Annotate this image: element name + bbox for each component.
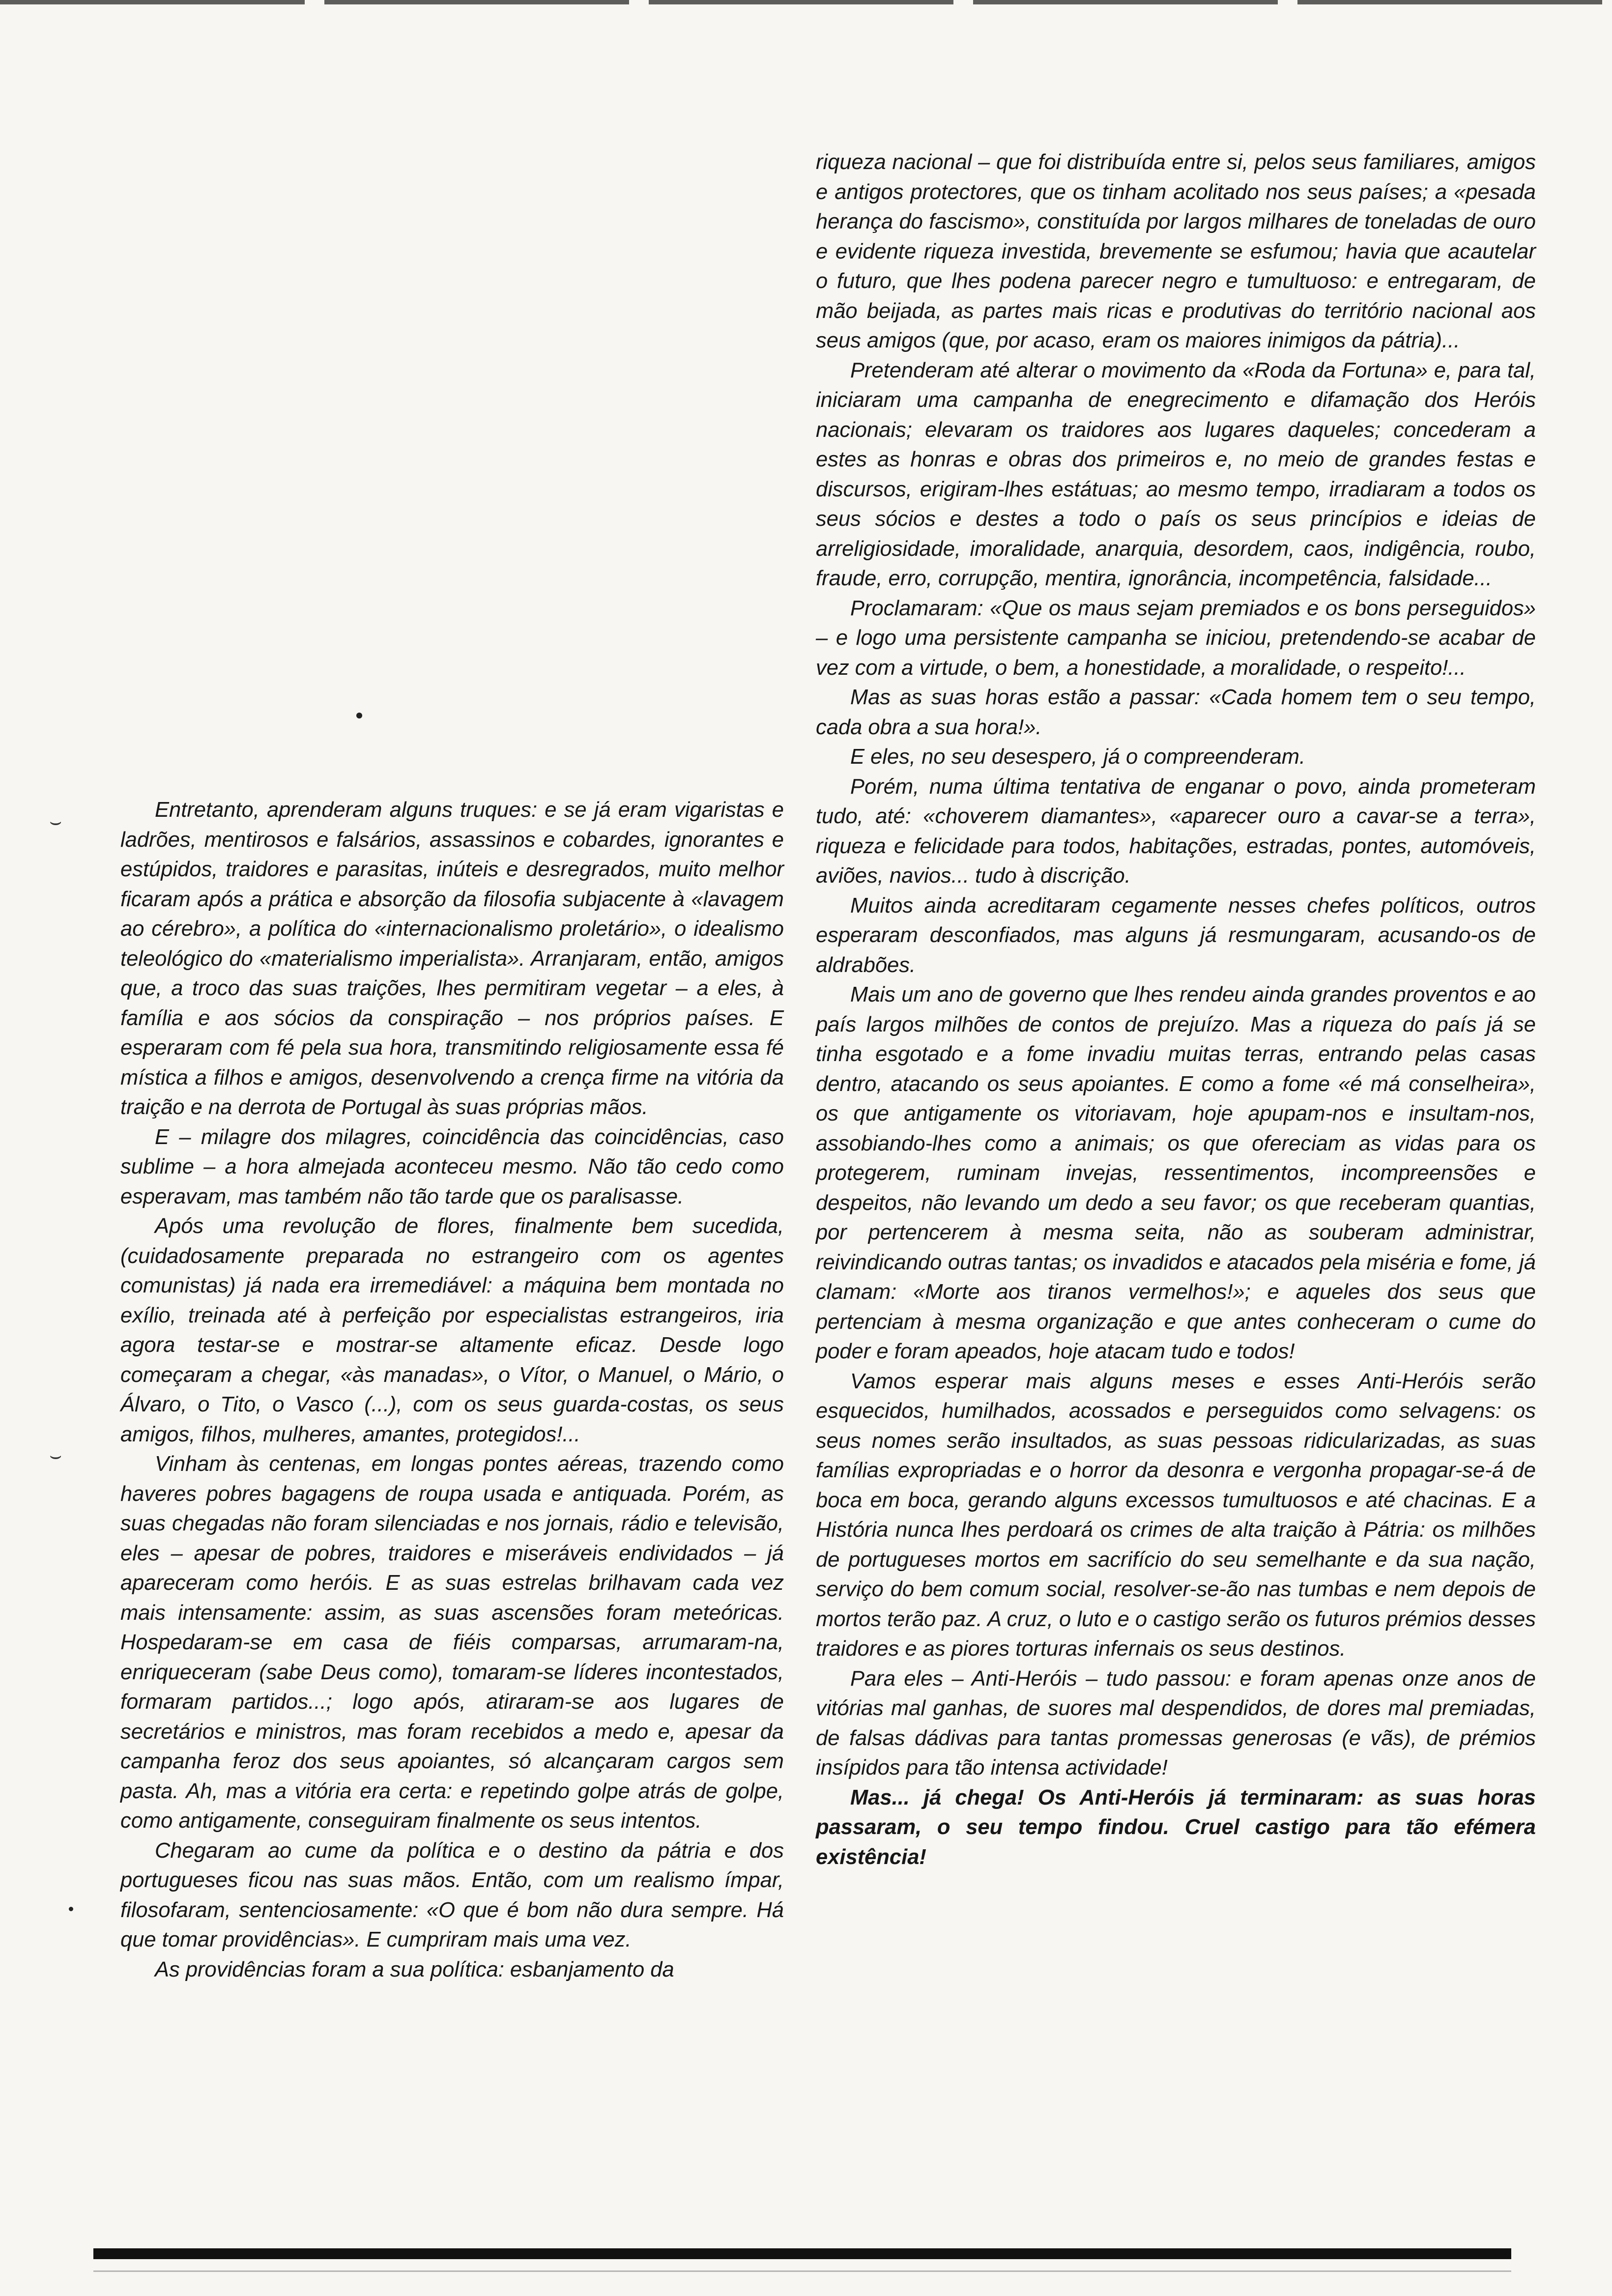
paragraph: Proclamaram: «Que os maus sejam premiados e os bons perseguidos» – e logo uma persistente campanha se iniciou, pretendendo-se acabar de vez com a virtude, o bem, a honestidade, a moralidade, o respeito!... — [816, 596, 1536, 680]
paragraph: Para eles – Anti-Heróis – tudo passou: e foram apenas onze anos de vitórias mal ganhas, de suores mal despendidos, de dores mal premiadas, de falsas dádivas para tantas promessas generosas (e vãs), de prémios insípidos para tão intensa actividade! — [816, 1666, 1536, 1779]
paragraph: Muitos ainda acreditaram cegamente nesses chefes políticos, outros esperaram desconfiados, mas alguns já resmungaram, acusando-os de aldrabões. — [816, 893, 1536, 977]
paragraph: riqueza nacional – que foi distribuída entre si, pelos seus familiares, amigos e antigos protectores, que os tinham acolitado nos seus países; a «pesada herança do fascismo», constituída por largos milhares de toneladas de ouro e evidente riqueza investida, brevemente se esfumou; havia que acautelar o futuro, que lhes podena parecer negro e tumultuoso: e entregaram, de mão beijada, as partes mais ricas e produtivas do território nacional aos seus amigos (que, por acaso, eram os maiores inimigos da pátria)... — [816, 150, 1536, 352]
stray-dot — [356, 713, 362, 718]
bottom-faint-rule — [93, 2270, 1511, 2272]
paragraph: Porém, numa última tentativa de enganar o povo, ainda prometeram tudo, até: «choverem diamantes», «aparecer ouro a cavar-se a terra», riqueza e felicidade para todos, habitações, estradas, pontes, automóveis, aviões, navios... tudo à discrição. — [816, 775, 1536, 888]
paragraph: Após uma revolução de flores, finalmente bem sucedida, (cuidadosamente preparada no estrangeiro com os agentes comunistas) já nada era irremediável: a máquina bem montada no exílio, treinada até à perfeição por especialistas estrangeiros, iria agora testar-se e mostrar-se altamente eficaz. Desde logo começaram a chegar, «às manadas», o Vítor, o Manuel, o Mário, o Álvaro, o Tito, o Vasco (...), com os seus guarda-costas, os seus amigos, filhos, mulheres, amantes, protegidos!... — [120, 1214, 784, 1446]
paragraph: Vamos esperar mais alguns meses e esses Anti-Heróis serão esquecidos, humilhados, acossados e perseguidos como selvagens: os seus nomes serão insultados, as suas pessoas ridicularizadas, as suas famílias expropriadas e o horror da desonra e vergonha propagar-se-á de boca em boca, gerando alguns excessos tumultuosos e até chacinas. E a História nunca lhes perdoará os crimes de alta traição à Pátria: os milhões de portugueses mortos em sacrifício do seu semelhante e da sua nação, serviço do bem comum social, resolver-se-ão nas tumbas e nem depois de mortos terão paz. A cruz, o luto e o castigo serão os futuros prémios desses traidores e as piores torturas infernais os seus destinos. — [816, 1369, 1536, 1661]
top-border-rule — [0, 0, 1612, 4]
paragraph: E eles, no seu desespero, já o compreenderam. — [850, 745, 1306, 769]
paragraph: Mas as suas horas estão a passar: «Cada homem tem o seu tempo, cada obra a sua hora!». — [816, 686, 1536, 739]
bottom-border-rule — [93, 2248, 1511, 2259]
paragraph: E – milagre dos milagres, coincidência das coincidências, caso sublime – a hora almejada aconteceu mesmo. Não tão cedo como esperavam, mas também não tão tarde que os paralisasse. — [120, 1125, 784, 1208]
paragraph: As providências foram a sua política: esbanjamento da — [155, 1957, 674, 1981]
margin-mark: ⌣ — [49, 1445, 62, 1466]
left-text-column — [120, 795, 784, 1984]
closing-paragraph: Mas... já chega! Os Anti-Heróis já terminaram: as suas horas passaram, o seu tempo findou. Cruel castigo para tão efémera existência! — [816, 1785, 1536, 1869]
stray-dot — [69, 1907, 73, 1911]
paragraph: Vinham às centenas, em longas pontes aéreas, trazendo como haveres pobres bagagens de roupa usada e antiquada. Porém, as suas chegadas não foram silenciadas e nos jornais, rádio e televisão, eles – apesar de pobres, traidores e miseráveis endividados – já apareceram como heróis. E as suas estrelas brilhavam cada vez mais intensamente: assim, as suas ascensões foram meteóricas. Hospedaram-se em casa de fiéis comparsas, arrumaram-na, enriqueceram (sabe Deus como), tomaram-se líderes incontestados, formaram partidos...; logo após, atiraram-se aos lugares de secretários e ministros, mas foram recebidos a medo e, apesar da campanha feroz dos seus apoiantes, só alcançaram cargos sem pasta. Ah, mas a vitória era certa: e repetindo golpe atrás de golpe, como antigamente, conseguiram finalmente os seus intentos. — [120, 1452, 784, 1833]
paragraph: Chegaram ao cume da política e o destino da pátria e dos portugueses ficou nas suas mãos. Então, com um realismo ímpar, filosofaram, sentenciosamente: «O que é bom não dura sempre. Há que tomar providências». E cumpriram mais uma vez. — [120, 1838, 784, 1952]
paragraph: Entretanto, aprenderam alguns truques: e se já eram vigaristas e ladrões, mentirosos e falsários, assassinos e cobardes, ignorantes e estúpidos, traidores e parasitas, inúteis e desregrados, muito melhor ficaram após a prática e absorção da filosofia subjacente à «lavagem ao cérebro», a política do «internacionalismo proletário», o idealismo teleológico do «materialismo imperialista». Arranjaram, então, amigos que, a troco das suas traições, lhes permitiram vegetar – a eles, à família e aos sócios da conspiração – nos próprios países. E esperaram com fé pela sua hora, transmitindo religiosamente essa fé mística a filhos e amigos, desenvolvendo a crença firme na vitória da traição e na derrota de Portugal às suas próprias mãos. — [120, 798, 784, 1119]
margin-mark: ⌣ — [49, 811, 62, 832]
paragraph: Mais um ano de governo que lhes rendeu ainda grandes proventos e ao país largos milhões de contos de prejuízo. Mas a riqueza do país já se tinha esgotado e a fome invadiu muitas terras, entrando pelas casas dentro, atacando os seus apoiantes. E como a fome «é má conselheira», os que antigamente os vitoriavam, hoje apupam-nos e insultam-nos, assobiando-lhes como a animais; os que ofereciam as vidas para os protegerem, ruminam invejas, ressentimentos, incompreensões e despeitos, não levando um dedo a seu favor; os que receberam quantias, por pertencerem à mesma seita, não as souberam administrar, reivindicando outras tantas; os invadidos e atacados pela miséria e fome, já clamam: «Morte aos tiranos vermelhos!»; e aqueles dos seus que pertenciam à mesma organização e que antes conheceram o cume do poder e foram apeados, hoje atacam tudo e todos! — [816, 983, 1536, 1363]
paragraph: Pretenderam até alterar o movimento da «Roda da Fortuna» e, para tal, iniciaram uma campanha de enegrecimento e difamação dos Heróis nacionais; elevaram os traidores aos lugares daqueles; concederam a estes as honras e obras dos primeiros e, no meio de grandes festas e discursos, erigiram-lhes estátuas; ao mesmo tempo, irradiaram a todos os seus sócios e destes a todo o país os seus princípios e ideias de arreligiosidade, imoralidade, anarquia, desordem, caos, indigência, roubo, fraude, erro, corrupção, mentira, ignorância, incompetência, falsidade... — [816, 358, 1536, 590]
right-text-column — [816, 147, 1536, 1872]
